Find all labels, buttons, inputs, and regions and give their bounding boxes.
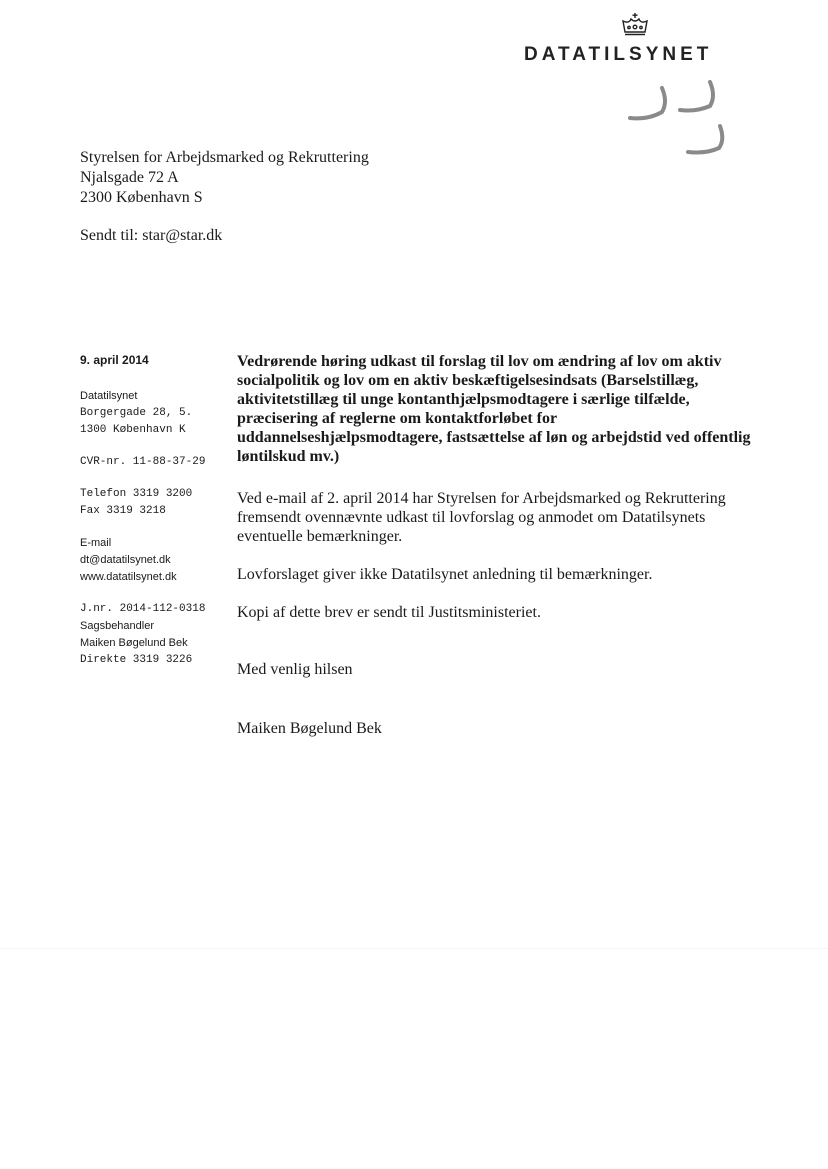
email-address: dt@datatilsynet.dk	[80, 554, 171, 566]
sender-address	[80, 388, 230, 439]
sender-sidebar	[80, 352, 230, 684]
recipient-address	[80, 148, 369, 208]
sent-to-line: Sendt til: star@star.dk	[80, 227, 223, 244]
letter-date: 9. april 2014	[80, 353, 149, 367]
case-block	[80, 601, 230, 669]
paragraph-2: Lovforslaget giver ikke Datatilsynet anledning til bemærkninger.	[237, 566, 653, 583]
case-handler-label: Sagsbehandler	[80, 620, 155, 632]
recipient-street: Njalsgade 72 A	[80, 169, 179, 186]
logo-wordmark: DATATILSYNET	[524, 44, 713, 65]
paragraph-3: Kopi af dette brev er sendt til Justitsministeriet.	[237, 604, 541, 621]
contact-block	[80, 535, 230, 586]
crown-icon	[620, 12, 650, 38]
fax-number: Fax 3319 3218	[80, 505, 166, 517]
phone-number: Telefon 3319 3200	[80, 488, 193, 500]
page-fold-line	[0, 948, 828, 949]
recipient-name: Styrelsen for Arbejdsmarked og Rekruttering	[80, 149, 369, 166]
letter-body	[237, 352, 757, 738]
sender-name: Datatilsynet	[80, 390, 138, 402]
letterhead-logo	[520, 12, 750, 66]
sender-city: 1300 København K	[80, 424, 186, 436]
closing-greeting: Med venlig hilsen	[237, 661, 353, 678]
sender-street: Borgergade 28, 5.	[80, 407, 193, 419]
direct-phone: Direkte 3319 3226	[80, 654, 193, 666]
email-label: E-mail	[80, 537, 112, 549]
letter-subject: Vedrørende høring udkast til forslag til lov om ændring af lov om aktiv socialpolitik og lov om en aktiv beskæftigelsesindsats (Barselstillæg, aktivitetstillæg til unge kontanthjælpsmodtagere i særlige tilfælde, præcisering af reglerne om kontaktforløbet for uddannelseshjælpsmodtagere, fastsættelse af løn og arbejdstid ved offentlig løntilskud mv.)	[237, 353, 751, 465]
case-number: J.nr. 2014-112-0318	[80, 603, 206, 615]
paragraph-1: Ved e-mail af 2. april 2014 har Styrelsen for Arbejdsmarked og Rekruttering fremsendt ovennævnte udkast til lovforslag og anmodet om Datatilsynets eventuelle bemærkninger.	[237, 490, 726, 545]
case-handler-name: Maiken Bøgelund Bek	[80, 637, 188, 649]
signature-name: Maiken Bøgelund Bek	[237, 720, 382, 737]
handwritten-marks	[622, 76, 732, 161]
phone-block	[80, 486, 230, 520]
website-link: www.datatilsynet.dk	[80, 571, 177, 583]
recipient-city: 2300 København S	[80, 189, 203, 206]
cvr-number: CVR-nr. 11-88-37-29	[80, 456, 206, 468]
